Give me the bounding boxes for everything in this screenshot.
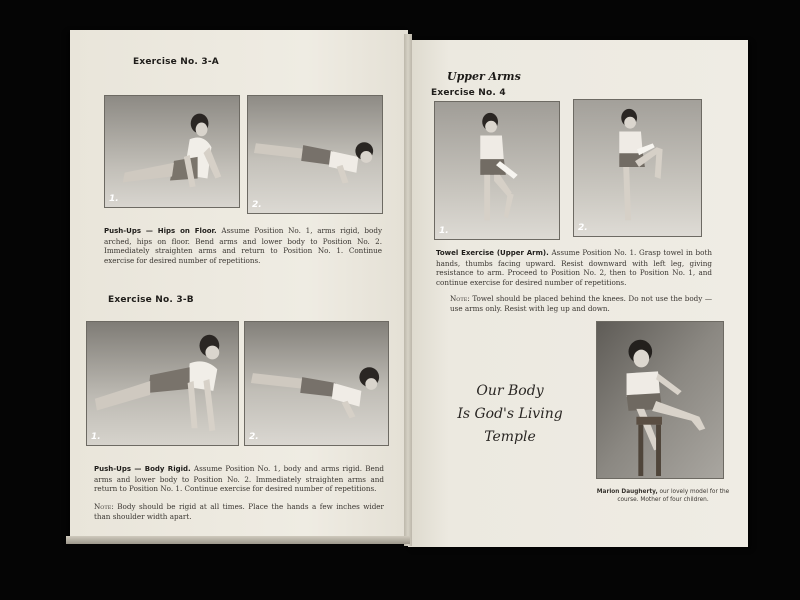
note-label: Note: bbox=[450, 294, 470, 303]
photo-number: 2. bbox=[249, 432, 259, 442]
exercise-4-description bbox=[436, 248, 712, 287]
photo-number: 1. bbox=[91, 432, 101, 442]
exercise-4-text: Assume Position No. 1. Grasp towel in both hands, thumbs facing upward. Resist downward with left leg, giving resistance to arm. Proceed to Position No. 2, then to Position No. 1, and continue exercise for desired number of repetitions. bbox=[436, 248, 712, 287]
exercise-4-lead: Towel Exercise (Upper Arm). bbox=[436, 249, 549, 257]
photo-number: 2. bbox=[578, 223, 588, 233]
exercise-3a-text: Assume Position No. 1, arms rigid, body arched, hips on floor. Bend arms and lower body to Position No. 2. Immediately straighten arms and return to Position No. 1. Continue exercise for desired number of repetitions. bbox=[104, 226, 382, 265]
exercise-3b-photo-1 bbox=[86, 321, 239, 446]
exercise-3a-photo-1 bbox=[104, 95, 240, 208]
quote-line: Is God's Living bbox=[457, 406, 563, 422]
page-edge bbox=[66, 536, 410, 544]
photo-number: 1. bbox=[439, 226, 449, 236]
exercise-3b-lead: Push-Ups — Body Rigid. bbox=[94, 465, 191, 473]
exercise-4-note-text: Towel should be placed behind the knees. Do not use the body — use arms only. Resist with leg up and down. bbox=[450, 294, 713, 313]
caption-text: our lovely model for the course. Mother of four children. bbox=[617, 489, 730, 503]
exercise-3b-description bbox=[94, 464, 384, 494]
photo-number: 1. bbox=[109, 194, 119, 204]
exercise-3a-heading: Exercise No. 3-A bbox=[133, 57, 219, 67]
note-label: Note: bbox=[94, 502, 114, 511]
photo-number: 2. bbox=[252, 200, 262, 210]
exercise-3a-photo-2 bbox=[247, 95, 383, 214]
quote-line: Our Body bbox=[476, 383, 544, 399]
exercise-3a-lead: Push-Ups — Hips on Floor. bbox=[104, 227, 217, 235]
caption-name: Marion Daugherty, bbox=[596, 489, 658, 495]
exercise-3b-note bbox=[94, 502, 384, 521]
booklet-spine bbox=[404, 34, 412, 546]
exercise-4-photo-1 bbox=[434, 101, 560, 240]
quote-line: Temple bbox=[484, 429, 536, 445]
exercise-3b-heading: Exercise No. 3-B bbox=[108, 295, 194, 305]
exercise-3b-text: Assume Position No. 1, body and arms rigid. Bend arms and lower body to Position No. 2. Immediately straighten arms and return to Position No. 1. Continue exercise for desired number of repetitions. bbox=[94, 464, 384, 494]
exercise-3a-description bbox=[104, 226, 382, 265]
model-portrait-photo bbox=[596, 321, 724, 479]
exercise-4-heading: Exercise No. 4 bbox=[431, 88, 506, 98]
exercise-4-note bbox=[450, 294, 712, 313]
model-caption bbox=[592, 488, 734, 504]
exercise-3b-photo-2 bbox=[244, 321, 389, 446]
section-title: Upper Arms bbox=[447, 70, 521, 83]
exercise-3b-note-text: Body should be rigid at all times. Place the hands a few inches wider than shoulder width apart. bbox=[94, 502, 384, 521]
exercise-4-photo-2 bbox=[573, 99, 702, 237]
quote-block bbox=[445, 380, 575, 449]
